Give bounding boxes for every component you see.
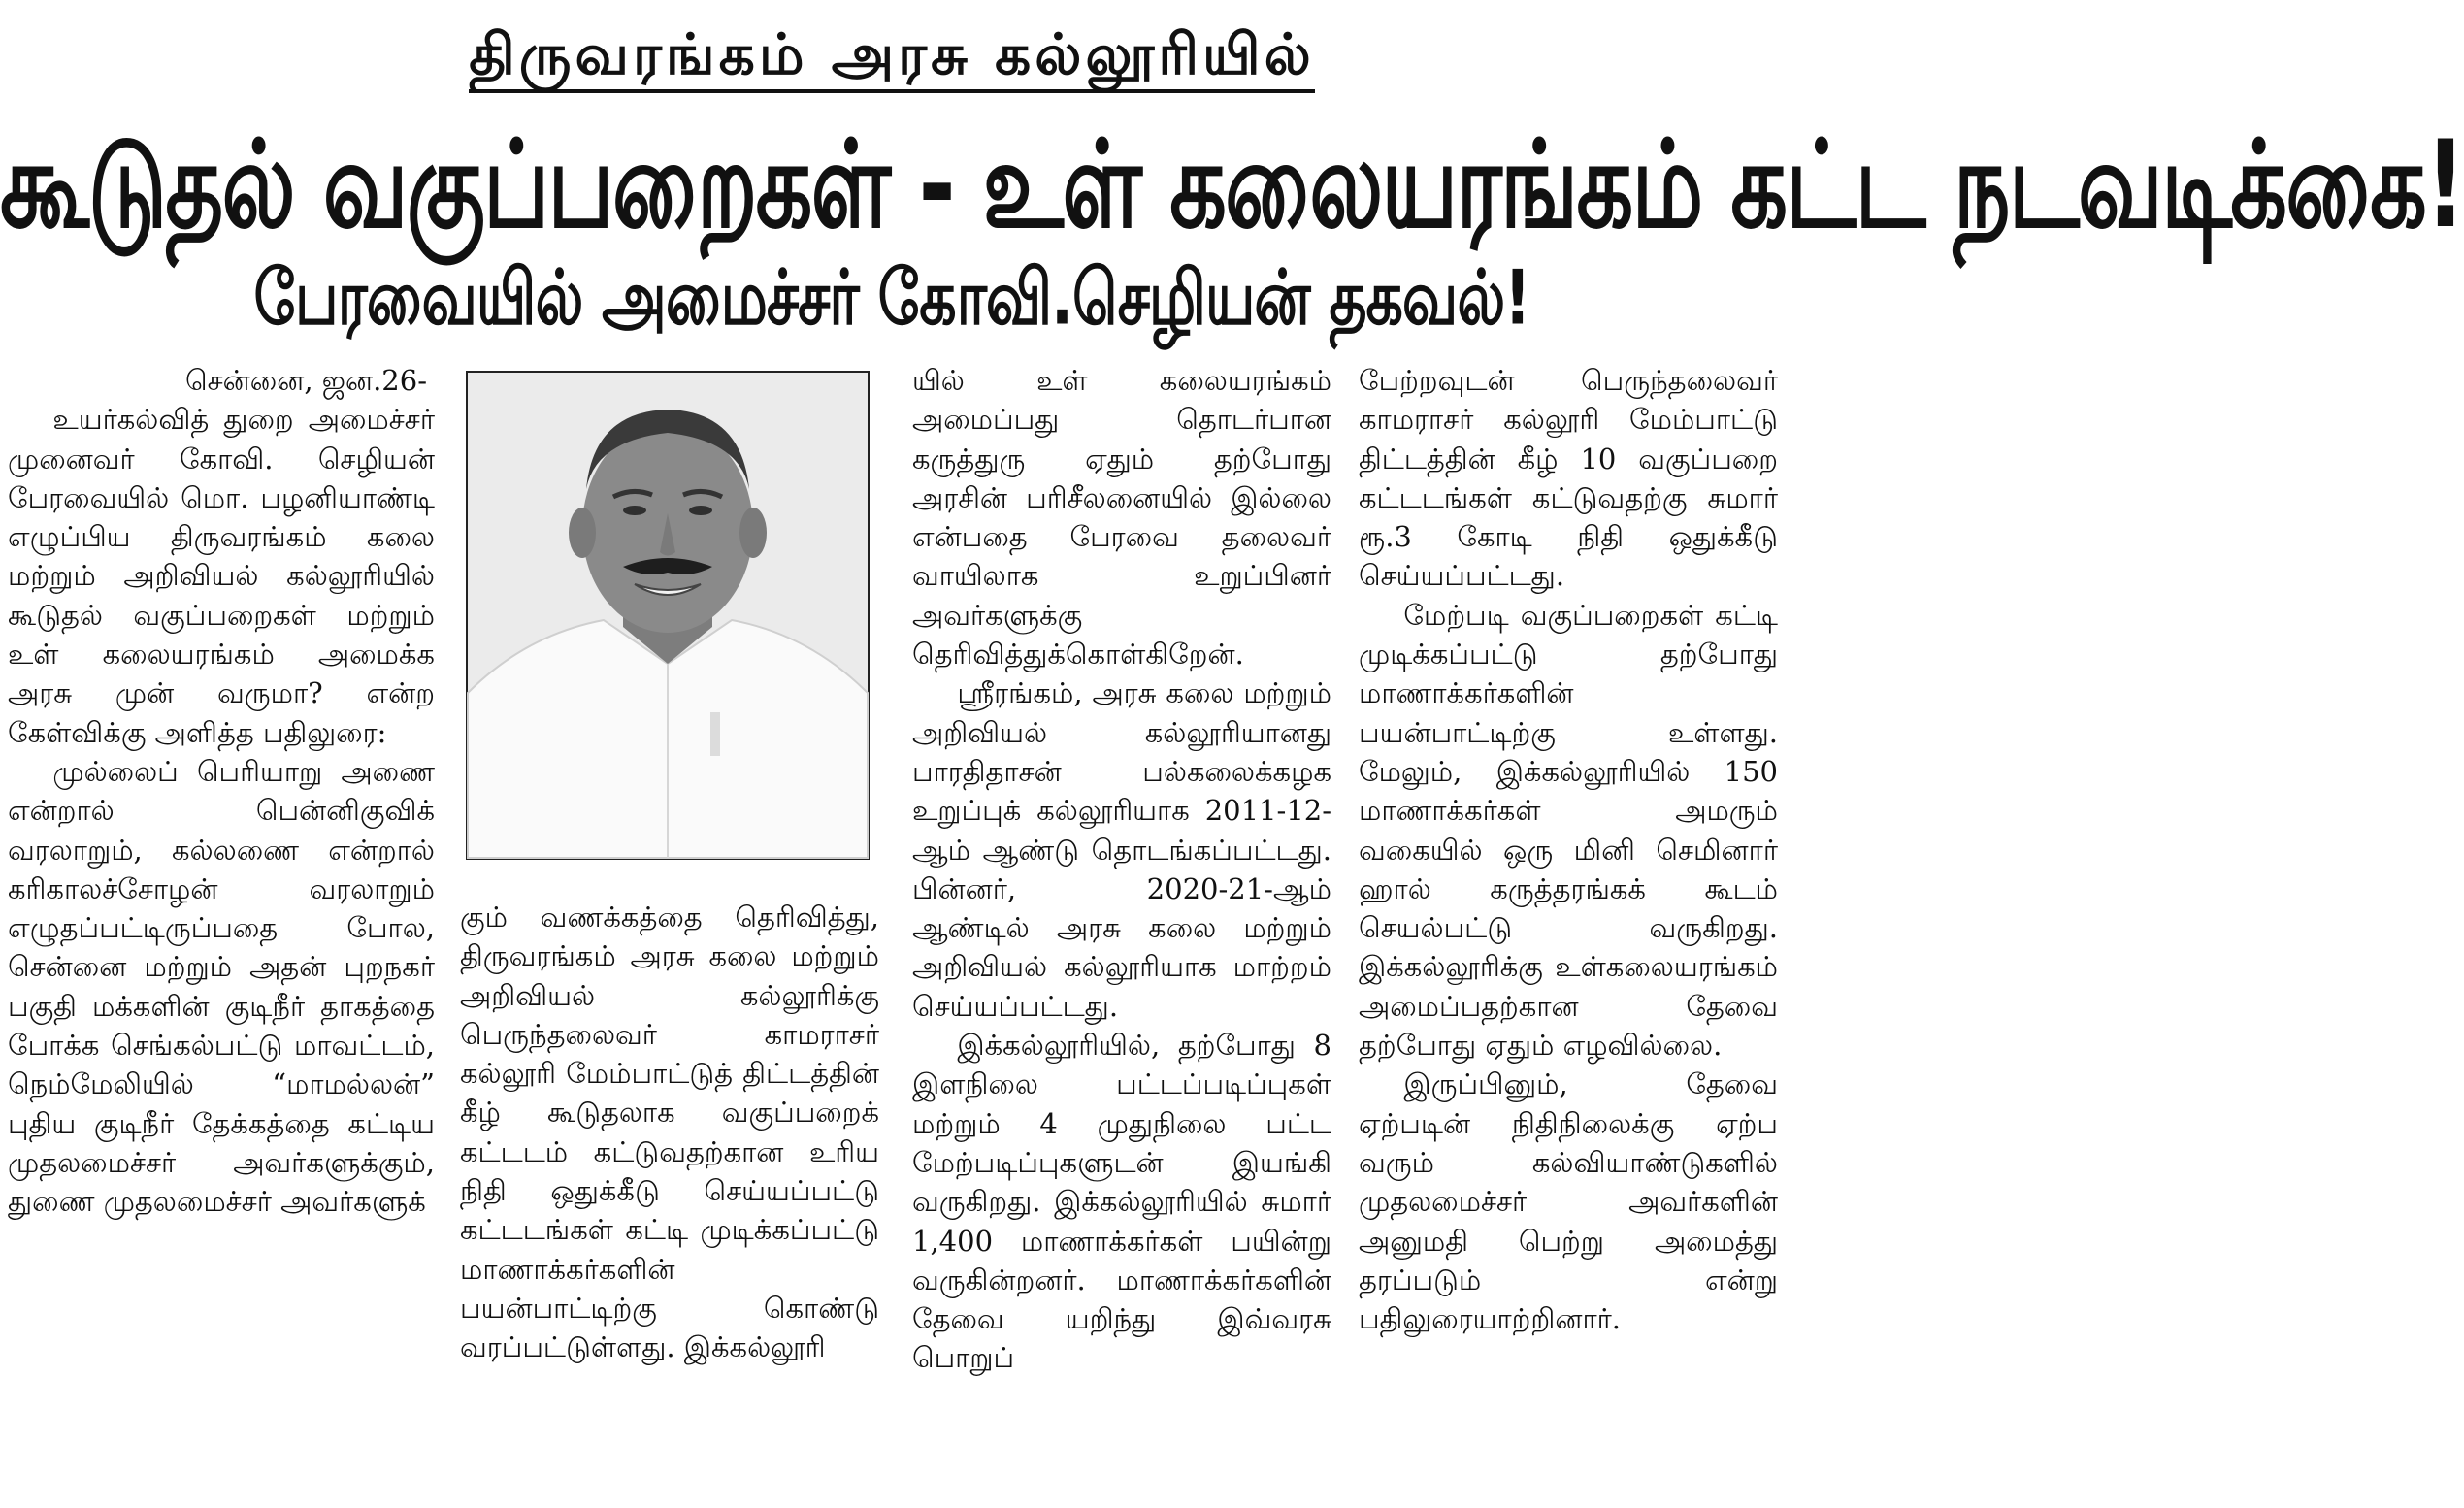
paragraph: கும் வணக்கத்தை தெரிவித்து, திருவரங்கம் அரசு கலை மற்றும் அறிவியல் கல்லூரிக்கு பெருந்தலைவர் காமராசர் கல்லூரி மேம்பாட்டுத் திட்டத்தின் கீழ் கூடுதலாக வகுப்பறைக் கட்டடம் கட்டுவதற்கான உரிய நிதி ஒதுக்கீடு செய்யப்பட்டு கட்டடங்கள் கட்டி முடிக்கப்பட்டு மாணாக்கர்களின் பயன்பாட்டிற்கு கொண்டு வரப்பட்டுள்ளது. இக்கல்லூரி [460,901,879,1364]
paragraph: யில் உள் கலையரங்கம் அமைப்பது தொடர்பான கருத்துரு ஏதும் தற்போது அரசின் பரிசீலனையில் இல்லை என்பதை பேரவை தலைவர் வாயிலாக உறுப்பினர் அவர்களுக்கு தெரிவித்துக்கொள்கிறேன். [912,364,1331,672]
dateline: சென்னை, ஜன.26- [185,364,427,397]
paragraph: ஸ்ரீரங்கம், அரசு கலை மற்றும் அறிவியல் கல்லூரியானது பாரதிதாசன் பல்கலைக்கழக உறுப்புக் கல்லூரியாக 2011-12-ஆம் ஆண்டு தொடங்கப்பட்டது. பின்னர், 2020-21-ஆம் ஆண்டில் அரசு கலை மற்றும் அறிவியல் கல்லூரியாக மாற்றம் செய்யப்பட்டது. [912,676,1331,1023]
kicker-text: திருவரங்கம் அரசு கல்லூரியில் [469,21,1315,93]
paragraph: உயர்கல்வித் துறை அமைச்சர் முனைவர் கோவி. செழியன் பேரவையில் மொ. பழனியாண்டி எழுப்பிய திருவரங்கம் கலை மற்றும் அறிவியல் கல்லூரியில் கூடுதல் வகுப்பறைகள் மற்றும் உள் கலையரங்கம் அமைக்க அரசு முன் வருமா? என்ற கேள்விக்கு அளித்த பதிலுரை: [8,403,435,749]
kicker-heading [0,21,1784,95]
paragraph: முல்லைப் பெரியாறு அணை என்றால் பென்னிகுவிக் வரலாறும், கல்லணை என்றால் கரிகாலச்சோழன் வரலாறும் எழுதப்பட்டிருப்பதை போல, சென்னை மற்றும் அதன் புறநகர் பகுதி மக்களின் குடிநீர் தாகத்தை போக்க செங்கல்பட்டு மாவட்டம், நெம்மேலியில் “மாமல்லன்” புதிய குடிநீர் தேக்கத்தை கட்டிய முதலமைச்சர் அவர்களுக்கும், துணை முதலமைச்சர் அவர்களுக் [8,754,435,1219]
paragraph: மேற்படி வகுப்பறைகள் கட்டி முடிக்கப்பட்டு தற்போது மாணாக்கர்களின் பயன்பாட்டிற்கு உள்ளது. மேலும், இக்கல்லூரியில் 150 மாணாக்கர்கள் அமரும் வகையில் ஒரு மினி செமினார் ஹால் கருத்தரங்கக் கூடம் செயல்பட்டு வருகிறது. இக்கல்லூரிக்கு உள்கலையரங்கம் அமைப்பதற்கான தேவை தற்போது ஏதும் எழவில்லை. [1359,598,1778,1063]
minister-portrait-photo [466,371,870,860]
main-headline: கூடுதல் வகுப்பறைகள் - உள் கலையரங்கம் கட்ட நடவடிக்கை! [0,115,2464,255]
article-column-4 [1359,361,1778,1501]
article-column-3 [912,361,1331,1501]
paragraph: இக்கல்லூரியில், தற்போது 8 இளநிலை பட்டப்படிப்புகள் மற்றும் 4 முதுநிலை பட்ட மேற்படிப்புகளுடன் இயங்கி வருகிறது. இக்கல்லூரியில் சுமார் 1,400 மாணாக்கர்கள் பயின்று வருகின்றனர். மாணாக்கர்களின் தேவை யறிந்து இவ்வரசு பொறுப் [912,1029,1331,1375]
paragraph: பேற்றவுடன் பெருந்தலைவர் காமராசர் கல்லூரி மேம்பாட்டு திட்டத்தின் கீழ் 10 வகுப்பறை கட்டடங்கள் கட்டுவதற்கு சுமார் ரூ.3 கோடி நிதி ஒதுக்கீடு செய்யப்பட்டது. [1359,364,1778,593]
paragraph: இருப்பினும், தேவை ஏற்படின் நிதிநிலைக்கு ஏற்ப வரும் கல்வியாண்டுகளில் முதலமைச்சர் அவர்களின் அனுமதி பெற்று அமைத்து தரப்படும் என்று பதிலுரையாற்றினார். [1359,1067,1778,1336]
sub-headline: பேரவையில் அமைச்சர் கோவி.செழியன் தகவல்! [253,254,1530,343]
article-column-2 [460,898,879,1501]
article-column-1 [8,361,435,1501]
